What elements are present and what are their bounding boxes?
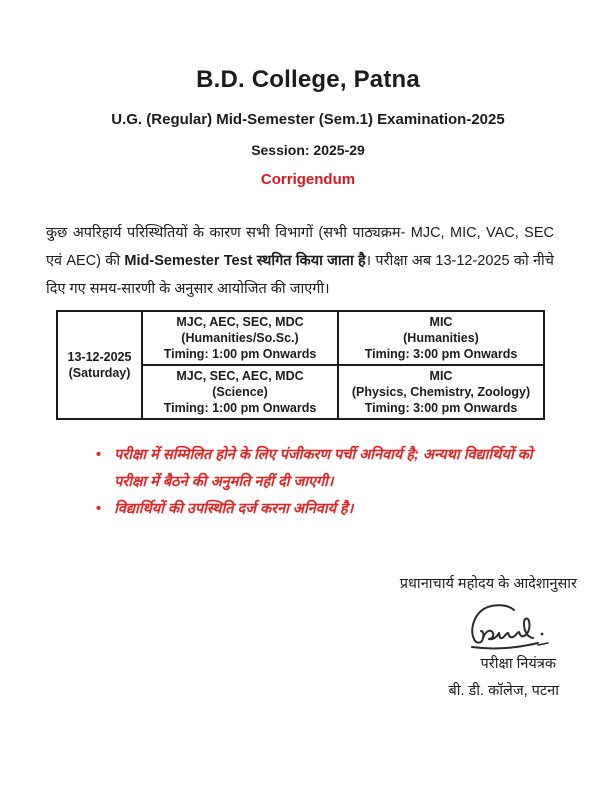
notice-paragraph: [46, 219, 554, 303]
course-codes: MJC, AEC, SEC, MDC: [176, 315, 304, 329]
session1-science-cell: [142, 365, 338, 419]
signature-scribble-icon: [454, 601, 554, 651]
exam-schedule-table: [56, 310, 545, 420]
stream-label: (Humanities/So.Sc.): [181, 331, 299, 345]
course-codes: MIC: [429, 315, 453, 329]
table-row: [57, 311, 544, 365]
exam-day: (Saturday): [68, 366, 131, 380]
session-line: Session: 2025-29: [251, 142, 365, 158]
timing-label: Timing: 1:00 pm Onwards: [163, 347, 317, 361]
notice-text-lead: कुछ अपरिहार्य परिस्थितियों के कारण सभी विभागों (सभी पाठ्यक्रम- MJC, MIC, VAC, SEC एवं AEC) की: [46, 225, 554, 269]
important-notes-list: [96, 442, 546, 523]
course-codes: MJC, SEC, AEC, MDC: [176, 369, 304, 383]
list-item: [96, 496, 546, 523]
corrigendum-heading: Corrigendum: [260, 171, 356, 188]
note-text: विद्यार्थियों की उपस्थिति दर्ज करना अनिवार्य है।: [114, 501, 354, 517]
timing-label: Timing: 3:00 pm Onwards: [364, 401, 518, 415]
session2-science-cell: [338, 365, 544, 419]
stream-label: (Science): [212, 385, 268, 399]
exam-title: U.G. (Regular) Mid-Semester (Sem.1) Examination-2025: [111, 111, 505, 128]
stream-label: (Physics, Chemistry, Zoology): [351, 385, 531, 399]
timing-label: Timing: 1:00 pm Onwards: [163, 401, 317, 415]
notice-text-tail: । परीक्षा अब 13-12-2025 को नीचे दिए गए समय-सारणी के अनुसार आयोजित की जाएगी।: [46, 253, 554, 297]
exam-date-cell: [57, 311, 142, 419]
stream-label: (Humanities): [403, 331, 479, 345]
list-item: [96, 442, 546, 496]
signer-organization: बी. डी. कॉलेज, पटना: [448, 683, 559, 699]
signer-designation: परीक्षा नियंत्रक: [480, 656, 556, 672]
by-order-text: प्रधानाचार्य महोदय के आदेशानुसार: [399, 576, 577, 592]
timing-label: Timing: 3:00 pm Onwards: [364, 347, 518, 361]
college-name: B.D. College, Patna: [196, 66, 420, 93]
bullet-icon: •: [96, 447, 102, 463]
signature-area: [0, 601, 554, 651]
exam-date: 13-12-2025: [67, 350, 132, 364]
session2-humanities-cell: [338, 311, 544, 365]
notice-text-emphasis: Mid-Semester Test स्थगित किया जाता है: [124, 253, 366, 269]
note-text: परीक्षा में सम्मिलित होने के लिए पंजीकरण पर्ची अनिवार्य है; अन्यथा विद्यार्थियों को परीक्षा में बैठने की अनुमति नहीं दी जाएगी।: [114, 447, 533, 490]
session1-humanities-cell: [142, 311, 338, 365]
course-codes: MIC: [429, 369, 453, 383]
bullet-icon: •: [96, 501, 102, 517]
